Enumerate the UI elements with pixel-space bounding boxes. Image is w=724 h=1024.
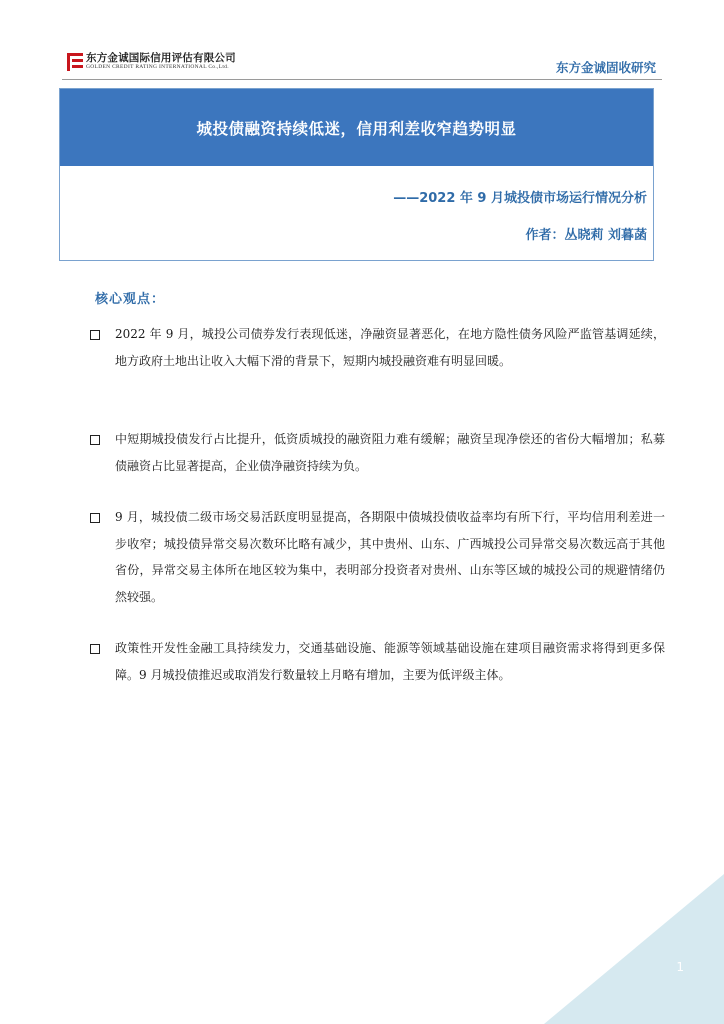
checkbox-bullet-icon	[90, 644, 100, 654]
report-title: 城投债融资持续低迷，信用利差收窄趋势明显	[196, 119, 517, 138]
core-point-text: 2022 年 9 月，城投公司债券发行表现低迷，净融资显著恶化，在地方隐性债务风险严监管基调延续，地方政府土地出让收入大幅下滑的背景下，短期内城投融资难有明显回暖。	[115, 327, 665, 368]
company-logo	[67, 53, 236, 71]
company-name-cn: 东方金诚国际信用评估有限公司	[86, 52, 236, 64]
logo-mark-icon	[67, 53, 83, 71]
report-subtitle: ——2022 年 9 月城投债市场运行情况分析	[393, 191, 647, 206]
core-point	[90, 504, 665, 610]
corner-decoration	[544, 874, 724, 1024]
company-name-en: GOLDEN CREDIT RATING INTERNATIONAL Co.,Ltd.	[86, 64, 229, 70]
core-point	[90, 426, 665, 479]
core-point	[90, 635, 665, 688]
report-title-box	[59, 88, 654, 261]
core-point	[90, 321, 665, 374]
core-point-text: 中短期城投债发行占比提升，低资质城投的融资阻力难有缓解；融资呈现净偿还的省份大幅增加；私募债融资占比显著提高，企业债净融资持续为负。	[115, 432, 665, 473]
core-point-text: 9 月，城投债二级市场交易活跃度明显提高，各期限中债城投债收益率均有所下行，平均信用利差进一步收窄；城投债异常交易次数环比略有减少，其中贵州、山东、广西城投公司异常交易次数远高于其他省份，异常交易主体所在地区较为集中，表明部分投资者对贵州、山东等区域的城投公司的规避情绪仍然较强。	[115, 510, 665, 604]
core-points-heading: 核心观点：	[95, 292, 166, 307]
header-section-label: 东方金诚固收研究	[555, 60, 656, 75]
title-band	[60, 89, 653, 166]
page-number: 1	[676, 960, 684, 974]
report-author: 作者：丛晓莉 刘暮菡	[525, 228, 647, 243]
core-point-text: 政策性开发性金融工具持续发力，交通基础设施、能源等领域基础设施在建项目融资需求将得到更多保障。9 月城投债推迟或取消发行数量较上月略有增加，主要为低评级主体。	[115, 641, 665, 682]
checkbox-bullet-icon	[90, 513, 100, 523]
header-divider	[62, 79, 662, 80]
checkbox-bullet-icon	[90, 330, 100, 340]
checkbox-bullet-icon	[90, 435, 100, 445]
